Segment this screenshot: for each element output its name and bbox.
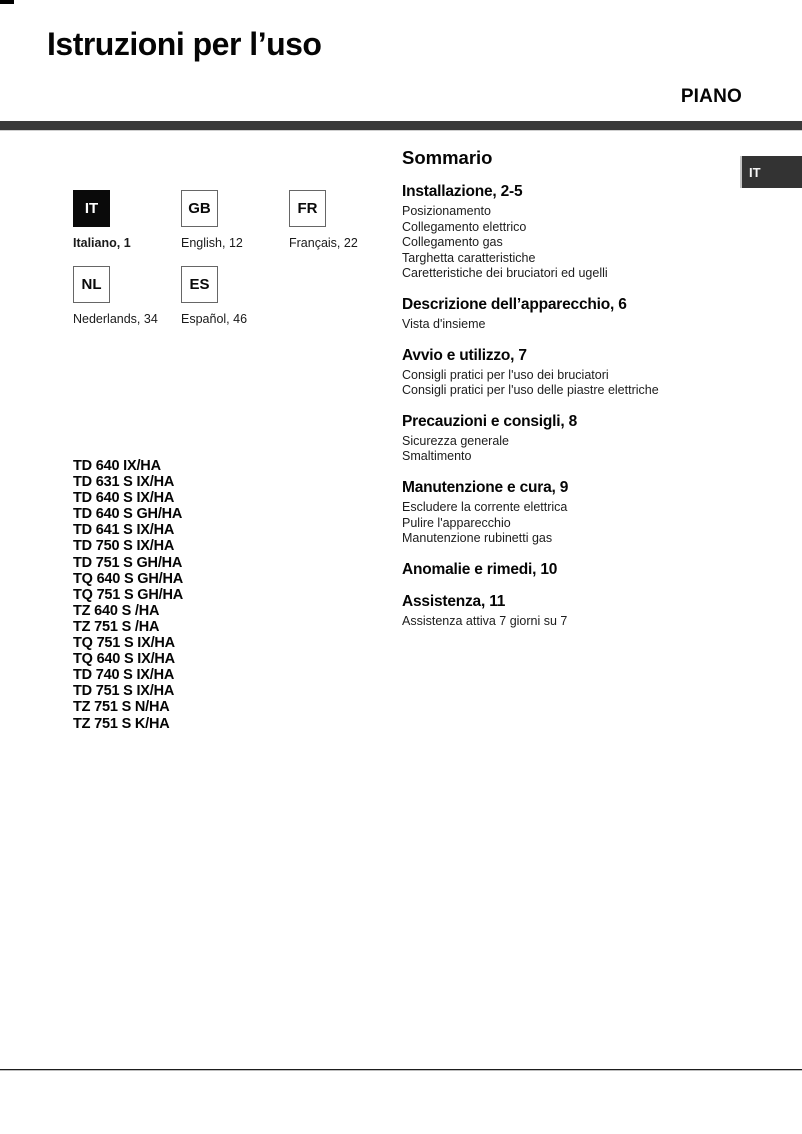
page-language-tab: [740, 156, 802, 188]
model-list-item: TQ 640 S GH/HA: [73, 570, 184, 587]
toc-item: Posizionamento: [402, 204, 491, 218]
toc-item: Caretteristiche dei bruciatori ed ugelli: [402, 266, 608, 281]
model-list-item: TD 640 IX/HA: [73, 458, 161, 474]
toc-item: Targhetta caratteristiche: [402, 250, 536, 265]
language-cell-nl: [73, 266, 181, 326]
table-of-contents: [402, 147, 747, 629]
model-list-item: TZ 751 S N/HA: [73, 699, 170, 716]
toc-item: Assistenza attiva 7 giorni su 7: [402, 613, 568, 628]
toc-item: Collegamento elettrico: [402, 219, 527, 234]
toc-section-anomalie: [402, 560, 747, 579]
language-cell-it: [73, 190, 181, 250]
toc-section-title: Precauzioni e consigli, 8: [402, 412, 578, 430]
language-label-it: Italiano, 1: [73, 236, 131, 250]
toc-section-title: Manutenzione e cura, 9: [402, 478, 569, 496]
language-cell-fr: [289, 190, 397, 250]
model-list-item: TZ 640 S /HA: [73, 602, 160, 619]
language-cell-gb: [181, 190, 289, 250]
toc-item: Escludere la corrente elettrica: [402, 499, 568, 514]
model-list-item: TZ 751 S /HA: [73, 618, 160, 635]
product-type-label: PIANO: [680, 86, 742, 107]
toc-item: Pulire l'apparecchio: [402, 515, 511, 530]
model-list-item: TD 631 S IX/HA: [73, 474, 175, 491]
model-list-item: TZ 751 S K/HA: [73, 715, 170, 732]
model-list-item: TQ 751 S GH/HA: [73, 586, 184, 603]
language-code-box-fr: FR: [289, 190, 326, 227]
toc-item: Consigli pratici per l'uso dei bruciatori: [402, 367, 609, 382]
toc-section-assistenza: [402, 592, 747, 630]
model-list-item: TQ 640 S IX/HA: [73, 651, 175, 668]
toc-section-precauzioni: [402, 412, 747, 465]
toc-section-title: Anomalie e rimedi, 10: [402, 560, 558, 578]
language-code-box-it: IT: [73, 190, 110, 227]
language-label-es: Español, 46: [181, 312, 248, 326]
language-code-box-es: ES: [181, 266, 218, 303]
language-cell-es: [181, 266, 289, 326]
toc-section-title: Avvio e utilizzo, 7: [402, 346, 527, 364]
toc-item: Sicurezza generale: [402, 433, 510, 448]
document-title: Istruzioni per l’uso: [47, 26, 322, 62]
toc-section-title: Installazione, 2-5: [402, 183, 523, 200]
toc-section-manutenzione: [402, 478, 747, 547]
footer-divider-line: [0, 1069, 802, 1071]
model-list-item: TD 641 S IX/HA: [73, 522, 175, 539]
toc-item: Manutenzione rubinetti gas: [402, 531, 553, 546]
model-list-item: TD 740 S IX/HA: [73, 667, 175, 684]
toc-item: Consigli pratici per l'uso delle piastre elettriche: [402, 383, 659, 398]
print-registration-mark: [0, 0, 14, 4]
model-list: [73, 458, 183, 732]
header-divider-bar: [0, 121, 802, 131]
language-code-box-gb: GB: [181, 190, 218, 227]
language-code-box-nl: NL: [73, 266, 110, 303]
toc-section-installazione: [402, 182, 747, 282]
model-list-item: TQ 751 S IX/HA: [73, 635, 175, 652]
toc-item: Collegamento gas: [402, 235, 503, 250]
toc-item: Smaltimento: [402, 449, 472, 464]
toc-heading: Sommario: [402, 147, 493, 168]
model-list-item: TD 751 S IX/HA: [73, 683, 175, 700]
page-language-tab-label: IT: [749, 164, 761, 180]
toc-section-descrizione: [402, 295, 747, 333]
language-label-nl: Nederlands, 34: [73, 312, 158, 326]
toc-section-title: Descrizione dell’apparecchio, 6: [402, 295, 627, 313]
toc-section-title: Assistenza, 11: [402, 592, 506, 610]
language-label-fr: Français, 22: [289, 236, 358, 250]
toc-item: Vista d'insieme: [402, 316, 486, 331]
toc-section-avvio: [402, 346, 747, 399]
language-label-gb: English, 12: [181, 236, 243, 250]
model-list-item: TD 751 S GH/HA: [73, 554, 183, 571]
model-list-item: TD 640 S IX/HA: [73, 490, 175, 507]
model-list-item: TD 640 S GH/HA: [73, 506, 183, 523]
model-list-item: TD 750 S IX/HA: [73, 538, 175, 555]
